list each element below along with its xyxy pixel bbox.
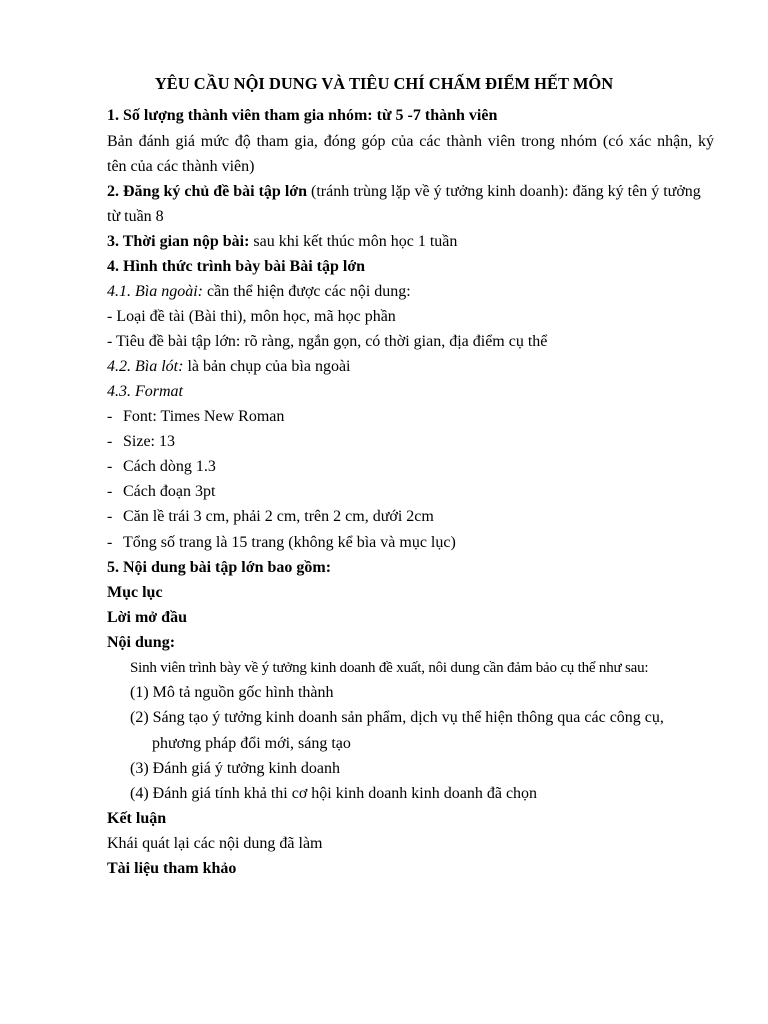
cover-line <box>107 281 411 303</box>
inner-cover-label: 4.2. Bìa lót: <box>107 358 184 375</box>
section-2-line-1 <box>107 181 701 203</box>
page-title: YÊU CẦU NỘI DUNG VÀ TIÊU CHÍ CHẤM ĐIỂM HẾT MÔN <box>154 74 614 93</box>
format-item-text: Tổng số trang là 15 trang (không kể bìa và mục lục) <box>123 534 456 551</box>
bullet-dash: - <box>107 408 113 425</box>
format-item <box>107 532 456 554</box>
content-item-2-line-1: (2) Sáng tạo ý tưởng kinh doanh sản phẩm, dịch vụ thể hiện thông qua các công cụ, <box>130 709 664 726</box>
format-item <box>107 456 216 478</box>
content-intro: Sinh viên trình bày về ý tưởng kinh doanh đề xuất, nôi dung cần đảm bảo cụ thể như sau: <box>130 660 649 676</box>
content-item-4: (4) Đánh giá tính khả thi cơ hội kinh doanh kinh doanh đã chọn <box>130 785 538 802</box>
format-item-text: Cách đoạn 3pt <box>123 483 216 500</box>
content-item-3: (3) Đánh giá ý tưởng kinh doanh <box>130 760 340 777</box>
section-1-body-line-1: Bản đánh giá mức độ tham gia, đóng góp của các thành viên trong nhóm (có xác nhận, ký <box>107 133 714 150</box>
format-item <box>107 481 215 503</box>
format-label: 4.3. Format <box>107 383 183 400</box>
inner-cover-text: là bản chụp của bìa ngoài <box>183 358 351 375</box>
content-item-1: (1) Mô tả nguồn gốc hình thành <box>130 684 334 701</box>
section-2-line-2: từ tuần 8 <box>107 208 164 225</box>
content-heading: Nội dung: <box>107 634 176 651</box>
section-4-heading: 4. Hình thức trình bày bài Bài tập lớn <box>107 258 366 275</box>
bullet-dash: - <box>107 433 113 450</box>
format-item <box>107 431 175 453</box>
section-5-heading: 5. Nội dung bài tập lớn bao gồm: <box>107 559 332 576</box>
format-item-text: Căn lề trái 3 cm, phải 2 cm, trên 2 cm, dưới 2cm <box>123 508 434 525</box>
inner-cover-line <box>107 356 350 378</box>
bullet-dash: - <box>107 508 113 525</box>
format-item-text: Font: Times New Roman <box>123 408 285 425</box>
conclusion-heading: Kết luận <box>107 810 167 827</box>
intro-heading: Lời mở đầu <box>107 609 187 626</box>
section-2-heading: 2. Đăng ký chủ đề bài tập lớn <box>107 183 308 200</box>
cover-item-1: - Loại đề tài (Bài thi), môn học, mã học phần <box>107 308 396 325</box>
cover-text: cần thể hiện được các nội dung: <box>203 283 411 300</box>
references-heading: Tài liệu tham khảo <box>107 860 237 877</box>
cover-item-2: - Tiêu đề bài tập lớn: rõ ràng, ngắn gọn, có thời gian, địa điểm cụ thể <box>107 333 548 350</box>
section-3-text: sau khi kết thúc môn học 1 tuần <box>249 233 458 250</box>
format-item <box>107 506 434 528</box>
section-3-heading: 3. Thời gian nộp bài: <box>107 233 250 250</box>
bullet-dash: - <box>107 458 113 475</box>
bullet-dash: - <box>107 534 113 551</box>
conclusion-text: Khái quát lại các nội dung đã làm <box>107 835 323 852</box>
format-item-text: Cách dòng 1.3 <box>123 458 216 475</box>
section-1-body-line-2: tên của các thành viên) <box>107 158 255 175</box>
section-3-line <box>107 231 457 253</box>
format-item <box>107 406 284 428</box>
cover-label: 4.1. Bìa ngoài: <box>107 283 203 300</box>
section-2-text: (tránh trùng lặp về ý tưởng kinh doanh): đăng ký tên ý tưởng <box>307 183 701 200</box>
format-item-text: Size: 13 <box>123 433 175 450</box>
bullet-dash: - <box>107 483 113 500</box>
section-1-heading: 1. Số lượng thành viên tham gia nhóm: từ 5 -7 thành viên <box>107 107 498 124</box>
content-item-2-line-2: phương pháp đổi mới, sáng tạo <box>152 735 351 752</box>
toc-heading: Mục lục <box>107 584 163 601</box>
